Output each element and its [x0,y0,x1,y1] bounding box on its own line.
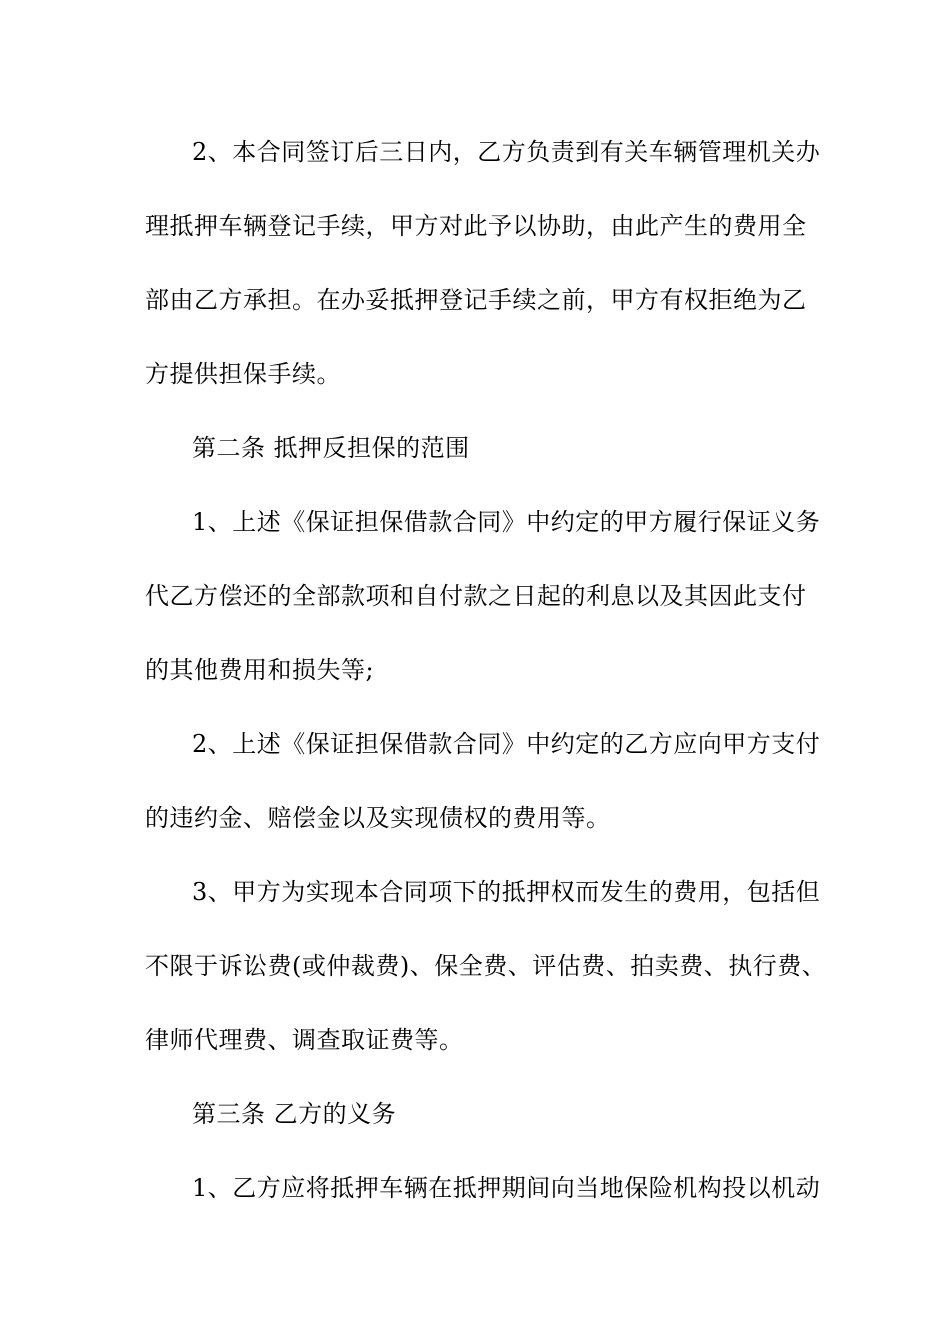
paragraph-line: 理抵押车辆登记手续，甲方对此予以协助，由此产生的费用全 [145,212,807,240]
paragraph-line: 方提供担保手续。 [145,360,341,388]
paragraph-line: 的其他费用和损失等; [145,656,375,684]
section-heading: 第三条 乙方的义务 [192,1100,397,1128]
paragraph-line: 代乙方偿还的全部款项和自付款之日起的利息以及其因此支付 [145,582,807,610]
paragraph-line: 1、上述《保证担保借款合同》中约定的甲方履行保证义务 [192,508,821,536]
paragraph-line: 律师代理费、调查取证费等。 [145,1026,464,1054]
paragraph-line: 不限于诉讼费(或仲裁费)、保全费、评估费、拍卖费、执行费、 [145,952,827,980]
paragraph-line: 部由乙方承担。在办妥抵押登记手续之前，甲方有权拒绝为乙 [145,286,807,314]
section-heading: 第二条 抵押反担保的范围 [192,434,470,462]
paragraph-line: 3、甲方为实现本合同项下的抵押权而发生的费用，包括但 [192,878,821,906]
paragraph-line: 2、本合同签订后三日内，乙方负责到有关车辆管理机关办 [192,138,821,166]
paragraph-line: 2、上述《保证担保借款合同》中约定的乙方应向甲方支付 [192,730,821,758]
paragraph-line: 1、乙方应将抵押车辆在抵押期间向当地保险机构投以机动 [192,1174,821,1202]
paragraph-line: 的违约金、赔偿金以及实现债权的费用等。 [145,804,611,832]
